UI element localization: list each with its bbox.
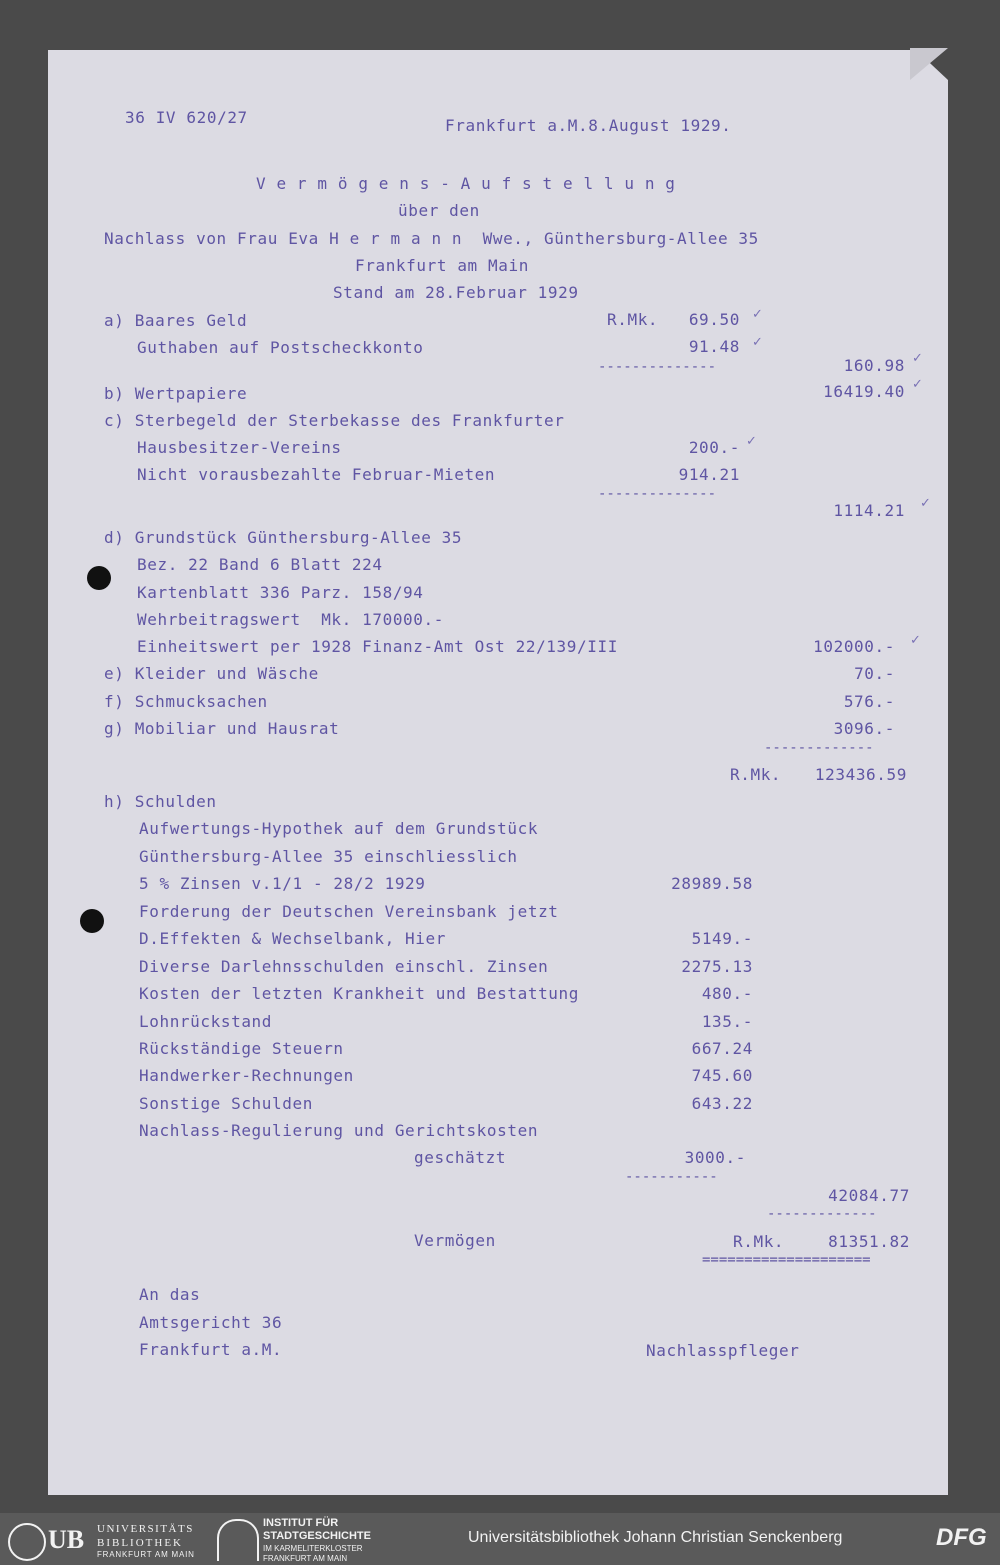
item-e-label: e) Kleider und Wäsche <box>104 664 319 683</box>
title-line-3: Nachlass von Frau Eva H e r m a n n Wwe., Günthersburg-Allee 35 <box>104 229 759 248</box>
title-line-5: Stand am 28.Februar 1929 <box>333 283 579 302</box>
sum-rule: ------------- <box>767 1207 877 1221</box>
item-c-label-2: Hausbesitzer-Vereins <box>137 438 342 457</box>
ub-logo-text: UB <box>48 1525 85 1554</box>
debt-line: 5 % Zinsen v.1/1 - 28/2 1929 <box>139 874 426 893</box>
subtotal: 16419.40 <box>823 382 905 401</box>
ub-name-line: FRANKFURT AM MAIN <box>97 1550 195 1559</box>
ub-name-line: UNIVERSITÄTS <box>97 1523 194 1535</box>
debt-line: Sonstige Schulden <box>139 1094 313 1113</box>
amount: 69.50 <box>688 310 740 329</box>
check-mark: ✓ <box>912 351 923 366</box>
subtotal: 576.- <box>843 692 895 711</box>
debt-line: Aufwertungs-Hypothek auf dem Grundstück <box>139 819 539 838</box>
check-mark: ✓ <box>920 496 931 511</box>
amount: 135.- <box>701 1012 753 1031</box>
address-line: Frankfurt a.M. <box>139 1340 283 1359</box>
subtotal: 3096.- <box>833 719 895 738</box>
debt-line: Rückständige Steuern <box>139 1039 344 1058</box>
debt-line: Kosten der letzten Krankheit und Bestattung <box>139 984 580 1003</box>
item-a-label: a) Baares Geld <box>104 311 248 330</box>
amount: 91.48 <box>688 337 740 356</box>
item-h-label: h) Schulden <box>104 792 217 811</box>
address-line: An das <box>139 1285 201 1304</box>
item-d-line: Einheitswert per 1928 Finanz-Amt Ost 22/139/III <box>137 637 618 656</box>
institute-name-line: INSTITUT FÜR <box>263 1517 339 1529</box>
amount: 667.24 <box>691 1039 753 1058</box>
debt-line: Handwerker-Rechnungen <box>139 1066 354 1085</box>
institute-name-line: STADTGESCHICHTE <box>263 1530 371 1542</box>
currency-label: R.Mk. <box>607 310 659 329</box>
net-worth-label: Vermögen <box>414 1231 496 1250</box>
amount: 745.60 <box>691 1066 753 1085</box>
address-line: Amtsgericht 36 <box>139 1313 283 1332</box>
debt-line: D.Effekten & Wechselbank, Hier <box>139 929 446 948</box>
double-rule: ==================== <box>702 1253 871 1267</box>
debt-line: Nachlass-Regulierung und Gerichtskosten <box>139 1121 539 1140</box>
debts-total: 42084.77 <box>828 1186 910 1205</box>
assets-total: 123436.59 <box>814 765 907 784</box>
item-c-label: c) Sterbegeld der Sterbekasse des Frankfurter <box>104 411 565 430</box>
check-mark: ✓ <box>912 377 923 392</box>
amount: 480.- <box>701 984 753 1003</box>
check-mark: ✓ <box>752 335 763 350</box>
currency-label: R.Mk. <box>733 1232 785 1251</box>
document-title: V e r m ö g e n s - A u f s t e l l u n g <box>256 174 676 193</box>
amount: 2275.13 <box>681 957 753 976</box>
sum-rule: -------------- <box>598 360 717 374</box>
debt-line: Günthersburg-Allee 35 einschliesslich <box>139 847 518 866</box>
item-g-label: g) Mobiliar und Hausrat <box>104 719 340 738</box>
title-line-4: Frankfurt am Main <box>355 256 529 275</box>
title-line-2: über den <box>398 201 480 220</box>
sum-rule: ----------- <box>625 1170 718 1184</box>
currency-label: R.Mk. <box>730 765 782 784</box>
institute-name-line: IM KARMELITERKLOSTER <box>263 1544 363 1553</box>
ub-logo-icon <box>8 1523 46 1561</box>
item-f-label: f) Schmucksachen <box>104 692 268 711</box>
item-a2-label: Guthaben auf Postscheckkonto <box>137 338 424 357</box>
debt-line: Forderung der Deutschen Vereinsbank jetzt <box>139 902 559 921</box>
subtotal: 102000.- <box>813 637 895 656</box>
sum-rule: -------------- <box>598 487 717 501</box>
amount: 914.21 <box>678 465 740 484</box>
case-reference: 36 IV 620/27 <box>125 108 248 127</box>
check-mark: ✓ <box>752 307 763 322</box>
sum-rule: ------------- <box>764 741 874 755</box>
check-mark: ✓ <box>910 633 921 648</box>
punch-hole <box>87 566 111 590</box>
amount: 28989.58 <box>671 874 753 893</box>
punch-hole <box>80 909 104 933</box>
amount: 5149.- <box>691 929 753 948</box>
debt-line: Diverse Darlehnsschulden einschl. Zinsen <box>139 957 549 976</box>
institute-logo-icon <box>217 1519 259 1561</box>
debt-line: Lohnrückstand <box>139 1012 273 1031</box>
place-date: Frankfurt a.M.8.August 1929. <box>445 116 732 135</box>
subtotal: 1114.21 <box>833 501 905 520</box>
check-mark: ✓ <box>746 434 757 449</box>
dfg-logo: DFG <box>936 1524 987 1551</box>
item-b-label: b) Wertpapiere <box>104 384 248 403</box>
item-d-line: Bez. 22 Band 6 Blatt 224 <box>137 555 383 574</box>
item-d-label: d) Grundstück Günthersburg-Allee 35 <box>104 528 463 547</box>
debt-line: geschätzt <box>414 1148 507 1167</box>
folded-corner <box>910 48 948 80</box>
item-d-line: Kartenblatt 336 Parz. 158/94 <box>137 583 424 602</box>
amount: 200.- <box>688 438 740 457</box>
footer-bar <box>0 1513 1000 1565</box>
institute-name-line: FRANKFURT AM MAIN <box>263 1554 348 1563</box>
signature-line: Nachlasspfleger <box>646 1341 800 1360</box>
library-name: Universitätsbibliothek Johann Christian Senckenberg <box>468 1529 843 1546</box>
amount: 643.22 <box>691 1094 753 1113</box>
net-worth-amount: 81351.82 <box>828 1232 910 1251</box>
subtotal: 70.- <box>854 664 895 683</box>
ub-name-line: BIBLIOTHEK <box>97 1537 183 1549</box>
item-d-line: Wehrbeitragswert Mk. 170000.- <box>137 610 444 629</box>
subtotal: 160.98 <box>843 356 905 375</box>
amount: 3000.- <box>684 1148 746 1167</box>
item-c2-label: Nicht vorausbezahlte Februar-Mieten <box>137 465 496 484</box>
